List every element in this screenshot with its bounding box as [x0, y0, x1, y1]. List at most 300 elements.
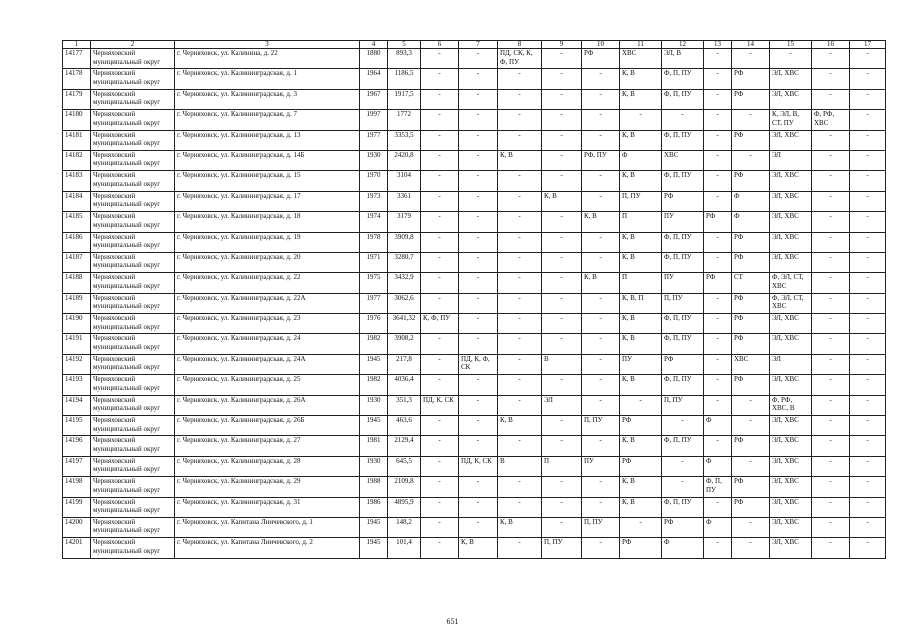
- table-cell: ЭЛ, ХВС: [770, 334, 812, 354]
- table-cell: -: [812, 293, 850, 313]
- table-cell: -: [582, 130, 620, 150]
- table-cell: -: [850, 477, 886, 497]
- table-cell: П, ПУ: [542, 538, 582, 558]
- table-cell: -: [498, 212, 542, 232]
- table-cell: -: [582, 538, 620, 558]
- table-cell: РФ: [620, 538, 662, 558]
- table-cell: 14184: [63, 191, 91, 211]
- header-row: [63, 41, 886, 49]
- table-cell: -: [542, 497, 582, 517]
- table-cell: ЭЛ: [770, 150, 812, 170]
- table-cell: -: [704, 150, 732, 170]
- table-cell: -: [421, 497, 459, 517]
- table-cell: Черняховский муниципальный округ: [91, 130, 175, 150]
- table-cell: ЭЛ, ХВС: [770, 416, 812, 436]
- table-cell: ПУ: [662, 273, 704, 293]
- table-cell: РФ: [732, 334, 770, 354]
- table-cell: Ф, ЭЛ, СТ, ХВС: [770, 273, 812, 293]
- table-cell: Черняховский муниципальный округ: [91, 375, 175, 395]
- table-cell: -: [662, 477, 704, 497]
- table-cell: 1945: [360, 416, 388, 436]
- table-cell: -: [850, 252, 886, 272]
- table-cell: 14189: [63, 293, 91, 313]
- table-cell: РФ: [704, 212, 732, 232]
- table-row: [63, 232, 886, 252]
- table-cell: 3908,2: [388, 334, 421, 354]
- table-cell: -: [421, 191, 459, 211]
- table-cell: 1997: [360, 110, 388, 130]
- table-cell: 1970: [360, 171, 388, 191]
- table-row: [63, 293, 886, 313]
- table-cell: -: [732, 150, 770, 170]
- table-cell: г. Черняховск, ул. Калининградская, д. 29: [175, 477, 360, 497]
- table-cell: -: [850, 273, 886, 293]
- table-cell: Черняховский муниципальный округ: [91, 477, 175, 497]
- table-cell: 3641,32: [388, 314, 421, 334]
- table-cell: -: [850, 110, 886, 130]
- table-cell: -: [421, 334, 459, 354]
- table-cell: -: [421, 375, 459, 395]
- table-cell: -: [850, 334, 886, 354]
- table-cell: -: [542, 252, 582, 272]
- table-cell: -: [459, 212, 498, 232]
- table-row: [63, 354, 886, 374]
- table-cell: -: [582, 497, 620, 517]
- table-cell: -: [704, 436, 732, 456]
- table-cell: -: [459, 150, 498, 170]
- table-cell: -: [498, 395, 542, 415]
- table-cell: -: [662, 110, 704, 130]
- column-header: 14: [732, 41, 770, 49]
- table-cell: ЭЛ, ХВС: [770, 252, 812, 272]
- table-row: [63, 130, 886, 150]
- table-row: [63, 436, 886, 456]
- table-cell: РФ: [732, 232, 770, 252]
- table-cell: К, В: [620, 436, 662, 456]
- table-cell: -: [542, 293, 582, 313]
- table-cell: 3280,7: [388, 252, 421, 272]
- table-cell: -: [421, 456, 459, 476]
- table-cell: П, ПУ: [582, 416, 620, 436]
- table-cell: -: [704, 232, 732, 252]
- table-cell: Ф: [704, 517, 732, 537]
- table-cell: 1880: [360, 49, 388, 69]
- table-cell: -: [704, 191, 732, 211]
- table-cell: -: [732, 49, 770, 69]
- column-header: 7: [459, 41, 498, 49]
- table-cell: -: [459, 517, 498, 537]
- table-cell: РФ: [662, 354, 704, 374]
- table-row: [63, 212, 886, 232]
- table-cell: -: [542, 334, 582, 354]
- table-cell: -: [459, 130, 498, 150]
- table-cell: г. Черняховск, ул. Калининградская, д. 23: [175, 314, 360, 334]
- table-cell: РФ, ПУ: [582, 150, 620, 170]
- table-cell: 1967: [360, 89, 388, 109]
- table-cell: П: [542, 456, 582, 476]
- table-cell: -: [542, 517, 582, 537]
- table-cell: -: [459, 232, 498, 252]
- table-cell: -: [582, 436, 620, 456]
- table-cell: 14197: [63, 456, 91, 476]
- table-row: [63, 538, 886, 558]
- table-cell: г. Черняховск, ул. Калининградская, д. 31: [175, 497, 360, 517]
- table-cell: Ф: [732, 212, 770, 232]
- table-cell: -: [542, 375, 582, 395]
- table-cell: -: [850, 354, 886, 374]
- table-cell: -: [498, 354, 542, 374]
- table-cell: -: [459, 110, 498, 130]
- table-cell: ПД, К, СК: [459, 456, 498, 476]
- table-cell: 3361: [388, 191, 421, 211]
- table-cell: -: [498, 314, 542, 334]
- table-cell: -: [812, 130, 850, 150]
- table-cell: РФ: [732, 69, 770, 89]
- table-cell: -: [421, 436, 459, 456]
- table-cell: Ф, П, ПУ: [662, 375, 704, 395]
- table-cell: -: [732, 110, 770, 130]
- table-cell: Черняховский муниципальный округ: [91, 456, 175, 476]
- table-cell: Черняховский муниципальный округ: [91, 538, 175, 558]
- table-cell: РФ: [732, 314, 770, 334]
- table-cell: г. Черняховск, ул. Калининградская, д. 24А: [175, 354, 360, 374]
- table-cell: РФ: [620, 416, 662, 436]
- table-cell: ПУ: [582, 456, 620, 476]
- table-cell: -: [542, 171, 582, 191]
- table-cell: г. Черняховск, ул. Калининградская, д. 28: [175, 456, 360, 476]
- table-cell: ЭЛ, ХВС: [770, 497, 812, 517]
- table-cell: -: [459, 191, 498, 211]
- table-row: [63, 69, 886, 89]
- table-cell: -: [421, 212, 459, 232]
- table-cell: Черняховский муниципальный округ: [91, 171, 175, 191]
- table-cell: -: [850, 191, 886, 211]
- column-header: 10: [582, 41, 620, 49]
- table-cell: г. Черняховск, ул. Капитана Лиичевского, д. 2: [175, 538, 360, 558]
- table-cell: Ф: [662, 538, 704, 558]
- table-cell: ПУ: [620, 354, 662, 374]
- table-cell: -: [812, 436, 850, 456]
- table-header: [63, 41, 886, 49]
- table-cell: -: [850, 69, 886, 89]
- table-cell: РФ: [732, 293, 770, 313]
- table-cell: -: [421, 354, 459, 374]
- table-cell: -: [812, 456, 850, 476]
- table-cell: -: [812, 334, 850, 354]
- table-cell: ЭЛ, ХВС: [770, 130, 812, 150]
- table-cell: ЭЛ, ХВС: [770, 375, 812, 395]
- table-cell: Черняховский муниципальный округ: [91, 416, 175, 436]
- table-cell: -: [582, 395, 620, 415]
- table-cell: -: [498, 191, 542, 211]
- table-cell: 3353,5: [388, 130, 421, 150]
- table-cell: -: [542, 89, 582, 109]
- table-cell: -: [850, 212, 886, 232]
- table-cell: ПД, К, Ф, СК: [459, 354, 498, 374]
- table-cell: -: [620, 110, 662, 130]
- table-cell: 14201: [63, 538, 91, 558]
- table-cell: -: [704, 538, 732, 558]
- table-cell: 3104: [388, 171, 421, 191]
- column-header: 4: [360, 41, 388, 49]
- table-cell: -: [582, 375, 620, 395]
- table-cell: 1988: [360, 477, 388, 497]
- table-cell: -: [459, 334, 498, 354]
- table-cell: -: [850, 150, 886, 170]
- table-cell: -: [459, 252, 498, 272]
- column-header: 15: [770, 41, 812, 49]
- table-cell: 3909,8: [388, 232, 421, 252]
- table-cell: К, В: [620, 497, 662, 517]
- table-cell: -: [812, 49, 850, 69]
- table-cell: -: [542, 416, 582, 436]
- table-cell: РФ: [732, 477, 770, 497]
- table-cell: 14192: [63, 354, 91, 374]
- table-cell: 1971: [360, 252, 388, 272]
- table-cell: К, ЭЛ, В, СТ, ПУ: [770, 110, 812, 130]
- table-cell: 1981: [360, 436, 388, 456]
- table-cell: К, В: [620, 375, 662, 395]
- table-cell: -: [582, 252, 620, 272]
- table-row: [63, 456, 886, 476]
- table-cell: 1186,5: [388, 69, 421, 89]
- table-cell: РФ: [620, 456, 662, 476]
- table-cell: 14198: [63, 477, 91, 497]
- column-header: 11: [620, 41, 662, 49]
- table-cell: г. Черняховск, ул. Калининградская, д. 14Б: [175, 150, 360, 170]
- table-cell: 1945: [360, 354, 388, 374]
- table-cell: 1975: [360, 273, 388, 293]
- table-cell: -: [421, 517, 459, 537]
- table-cell: -: [850, 232, 886, 252]
- table-cell: -: [812, 538, 850, 558]
- table-cell: -: [459, 314, 498, 334]
- table-cell: РФ: [732, 130, 770, 150]
- table-cell: -: [582, 293, 620, 313]
- table-cell: Ф: [732, 191, 770, 211]
- table-cell: г. Черняховск, ул. Калининградская, д. 1: [175, 69, 360, 89]
- table-cell: Черняховский муниципальный округ: [91, 110, 175, 130]
- table-cell: 14185: [63, 212, 91, 232]
- table-cell: -: [812, 273, 850, 293]
- table-cell: -: [850, 456, 886, 476]
- table-cell: К, В: [620, 232, 662, 252]
- table-cell: -: [421, 110, 459, 130]
- table-cell: К, В: [620, 69, 662, 89]
- table-cell: 14183: [63, 171, 91, 191]
- table-cell: В: [542, 354, 582, 374]
- table-cell: -: [812, 69, 850, 89]
- table-cell: Ф, П, ПУ: [662, 334, 704, 354]
- table-cell: РФ: [732, 252, 770, 272]
- table-cell: -: [498, 171, 542, 191]
- table-cell: -: [812, 89, 850, 109]
- table-cell: ЭЛ: [770, 354, 812, 374]
- table-cell: 217,8: [388, 354, 421, 374]
- table-cell: РФ: [662, 191, 704, 211]
- table-cell: -: [812, 497, 850, 517]
- column-header: 16: [812, 41, 850, 49]
- table-row: [63, 395, 886, 415]
- table-row: [63, 416, 886, 436]
- table-cell: -: [662, 416, 704, 436]
- table-cell: 463,6: [388, 416, 421, 436]
- table-cell: -: [812, 395, 850, 415]
- table-cell: -: [850, 436, 886, 456]
- table-cell: Ф, П, ПУ: [662, 314, 704, 334]
- table-cell: -: [620, 395, 662, 415]
- table-cell: Черняховский муниципальный округ: [91, 212, 175, 232]
- table-cell: -: [498, 477, 542, 497]
- table-cell: -: [812, 150, 850, 170]
- table-cell: ЭЛ, ХВС: [770, 191, 812, 211]
- table-cell: 1977: [360, 293, 388, 313]
- table-cell: г. Черняховск, ул. Калининградская, д. 27: [175, 436, 360, 456]
- table-cell: Ф, РФ, ХВС: [812, 110, 850, 130]
- table-cell: 14177: [63, 49, 91, 69]
- table-cell: -: [498, 273, 542, 293]
- table-cell: -: [812, 477, 850, 497]
- table-cell: г. Черняховск, ул. Калининградская, д. 7: [175, 110, 360, 130]
- table-cell: РФ: [732, 436, 770, 456]
- table-cell: -: [812, 354, 850, 374]
- table-cell: -: [498, 69, 542, 89]
- table-cell: Ф: [620, 150, 662, 170]
- table-cell: П, ПУ: [662, 395, 704, 415]
- table-cell: К, В: [582, 212, 620, 232]
- table-cell: -: [421, 477, 459, 497]
- column-header: 9: [542, 41, 582, 49]
- table-cell: -: [459, 477, 498, 497]
- table-cell: -: [421, 49, 459, 69]
- table-cell: г. Черняховск, ул. Калининградская, д. 3: [175, 89, 360, 109]
- table-cell: 1974: [360, 212, 388, 232]
- table-cell: -: [850, 375, 886, 395]
- table-cell: -: [770, 49, 812, 69]
- table-cell: 14178: [63, 69, 91, 89]
- table-cell: -: [582, 334, 620, 354]
- table-cell: -: [421, 252, 459, 272]
- table-row: [63, 191, 886, 211]
- table-cell: -: [704, 375, 732, 395]
- column-header: 6: [421, 41, 459, 49]
- table-cell: -: [850, 497, 886, 517]
- table-cell: -: [582, 314, 620, 334]
- table-cell: 2109,8: [388, 477, 421, 497]
- table-cell: г. Черняховск, ул. Калининградская, д. 18: [175, 212, 360, 232]
- table-cell: РФ: [704, 273, 732, 293]
- table-cell: Черняховский муниципальный округ: [91, 232, 175, 252]
- table-cell: Ф, П, ПУ: [662, 171, 704, 191]
- table-cell: -: [704, 354, 732, 374]
- table-cell: 1986: [360, 497, 388, 517]
- table-cell: К, В: [582, 273, 620, 293]
- table-cell: 3432,9: [388, 273, 421, 293]
- table-cell: -: [498, 232, 542, 252]
- table-cell: -: [850, 314, 886, 334]
- table-cell: -: [421, 89, 459, 109]
- table-cell: г. Черняховск, ул. Калининградская, д. 26Б: [175, 416, 360, 436]
- table-cell: К, В: [542, 191, 582, 211]
- table-cell: г. Черняховск, ул. Калининградская, д. 15: [175, 171, 360, 191]
- table-cell: 2129,4: [388, 436, 421, 456]
- table-cell: 1945: [360, 538, 388, 558]
- table-cell: 14180: [63, 110, 91, 130]
- table-cell: Ф, П, ПУ: [662, 232, 704, 252]
- table-cell: ЭЛ, ХВС: [770, 538, 812, 558]
- table-cell: -: [498, 375, 542, 395]
- page-number: 651: [446, 617, 459, 626]
- table-cell: К, В: [498, 416, 542, 436]
- table-cell: -: [704, 69, 732, 89]
- table-cell: К, В: [620, 477, 662, 497]
- table-cell: -: [732, 538, 770, 558]
- table-cell: РФ: [732, 375, 770, 395]
- table-cell: Черняховский муниципальный округ: [91, 150, 175, 170]
- table-cell: Ф, П, ПУ: [662, 252, 704, 272]
- table-cell: РФ: [662, 517, 704, 537]
- table-cell: -: [421, 69, 459, 89]
- table-cell: -: [704, 252, 732, 272]
- table-row: [63, 150, 886, 170]
- table-cell: -: [812, 375, 850, 395]
- table-cell: -: [850, 395, 886, 415]
- table-cell: ХВС: [732, 354, 770, 374]
- table-cell: Ф: [704, 456, 732, 476]
- table-cell: 3179: [388, 212, 421, 232]
- registry-table: [62, 40, 886, 559]
- table-cell: Черняховский муниципальный округ: [91, 273, 175, 293]
- table-cell: -: [812, 232, 850, 252]
- table-cell: -: [812, 517, 850, 537]
- table-cell: РФ: [732, 89, 770, 109]
- table-cell: -: [704, 293, 732, 313]
- table-cell: -: [704, 171, 732, 191]
- table-row: [63, 375, 886, 395]
- table-cell: 1917,5: [388, 89, 421, 109]
- table-cell: РФ: [732, 497, 770, 517]
- table-cell: 101,4: [388, 538, 421, 558]
- table-cell: -: [421, 130, 459, 150]
- table-cell: -: [582, 191, 620, 211]
- table-cell: -: [812, 416, 850, 436]
- table-cell: ХВС: [620, 49, 662, 69]
- table-cell: РФ: [582, 49, 620, 69]
- table-cell: -: [704, 89, 732, 109]
- table-cell: 351,3: [388, 395, 421, 415]
- table-cell: Черняховский муниципальный округ: [91, 497, 175, 517]
- table-cell: Ф, ЭЛ, СТ, ХВС: [770, 293, 812, 313]
- table-cell: Ф, П, ПУ: [662, 89, 704, 109]
- table-cell: П, ПУ: [582, 517, 620, 537]
- table-cell: СТ: [732, 273, 770, 293]
- table-cell: -: [542, 110, 582, 130]
- table-cell: -: [542, 273, 582, 293]
- table-cell: К, Ф, ПУ: [421, 314, 459, 334]
- table-cell: -: [459, 49, 498, 69]
- table-cell: -: [542, 477, 582, 497]
- table-cell: ПД, К, СК: [421, 395, 459, 415]
- table-cell: Ф, П, ПУ: [662, 497, 704, 517]
- table-cell: ЭЛ, В: [662, 49, 704, 69]
- table-cell: -: [498, 334, 542, 354]
- table-cell: -: [732, 517, 770, 537]
- table-cell: -: [812, 252, 850, 272]
- table-cell: -: [459, 89, 498, 109]
- table-cell: ЭЛ, ХВС: [770, 456, 812, 476]
- table-cell: ПД, СК, К, Ф, ПУ: [498, 49, 542, 69]
- table-cell: -: [498, 293, 542, 313]
